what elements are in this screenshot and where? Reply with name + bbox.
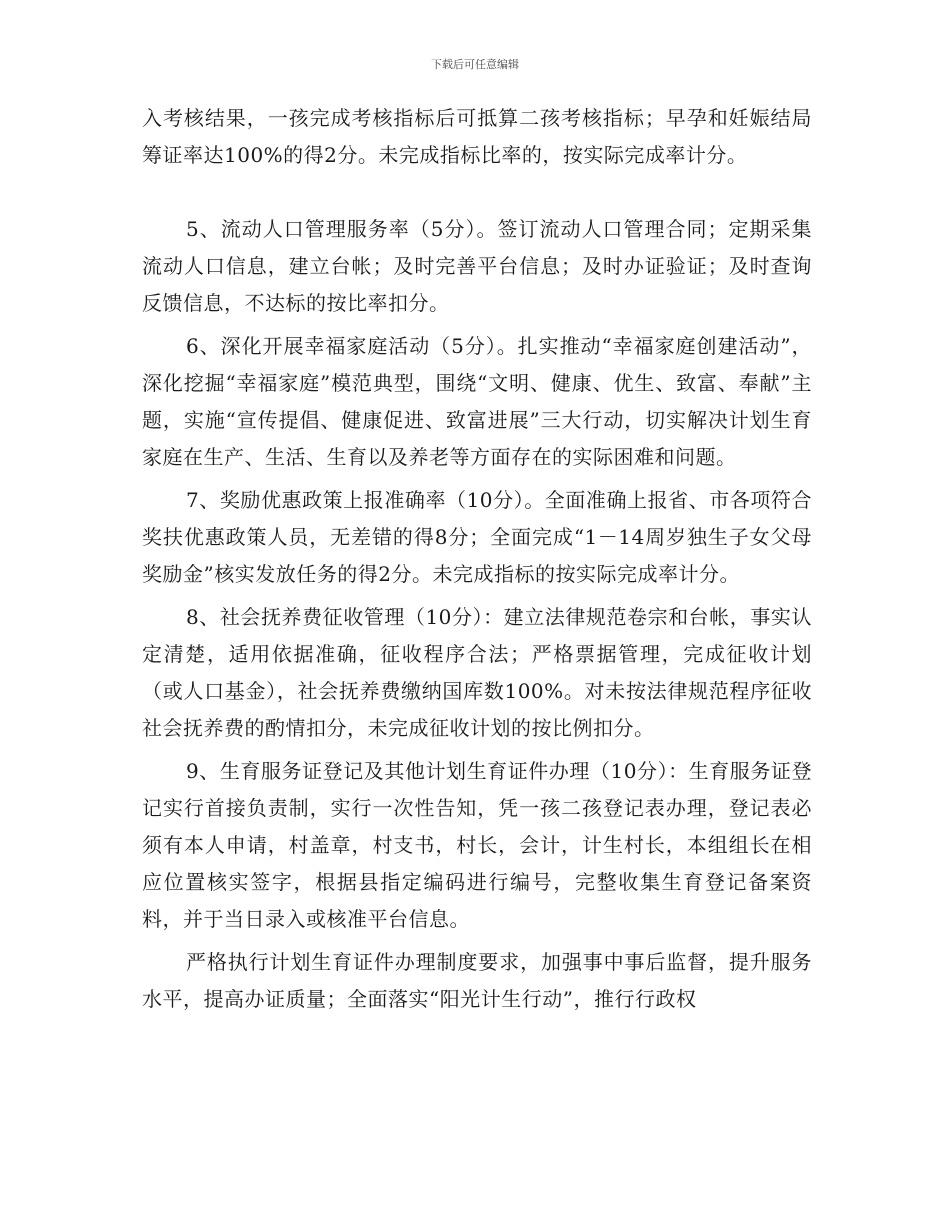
paragraph-continuation: 入考核结果，一孩完成考核指标后可抵算二孩考核指标；早孕和妊娠结局筹证率达100%的得2分。未完成指标比率的，按实际完成率计分。 (142, 106, 812, 167)
paragraph-item-8: 8、社会抚养费征收管理（10分）：建立法律规范卷宗和台帐，事实认定清楚，适用依据准确，征收程序合法；严格票据管理，完成征收计划（或人口基金），社会抚养费缴纳国库数100%。对未按法律规范程序征收社会抚养费的酌情扣分，未完成征收计划的按比例扣分。 (142, 605, 812, 740)
paragraph-item-6: 6、深化开展幸福家庭活动（5分）。扎实推动“幸福家庭创建活动”，深化挖掘“幸福家庭”模范典型，围绕“文明、健康、优生、致富、奉献”主题，实施“宣传提倡、健康促进、致富进展”三大行动，切实解决计划生育家庭在生产、生活、生育以及养老等方面存在的实际困难和问题。 (142, 334, 812, 469)
paragraph-item-9: 9、生育服务证登记及其他计划生育证件办理（10分）：生育服务证登记实行首接负责制，实行一次性告知，凭一孩二孩登记表办理，登记表必须有本人申请，村盖章，村支书，村长，会计，计生村长，本组组长在相应位置核实签字，根据县指定编码进行编号，完整收集生育登记备案资料，并于当日录入或核准平台信息。 (142, 759, 812, 931)
paragraph-item-7: 7、奖励优惠政策上报准确率（10分）。全面准确上报省、市各项符合奖扶优惠政策人员，无差错的得8分；全面完成“1－14周岁独生子女父母奖励金”核实发放任务的得2分。未完成指标的按实际完成率计分。 (142, 488, 812, 586)
page-header: 下载后可任意编辑 (431, 58, 519, 71)
paragraph-item-5: 5、流动人口管理服务率（5分）。签订流动人口管理合同；定期采集流动人口信息，建立台帐；及时完善平台信息；及时办证验证；及时查询反馈信息，不达标的按比率扣分。 (142, 217, 812, 315)
document-body (142, 100, 812, 1018)
paragraph-item-9-continued: 严格执行计划生育证件办理制度要求，加强事中事后监督，提升服务水平，提高办证质量；全面落实“阳光计生行动”，推行行政权 (142, 950, 812, 1011)
